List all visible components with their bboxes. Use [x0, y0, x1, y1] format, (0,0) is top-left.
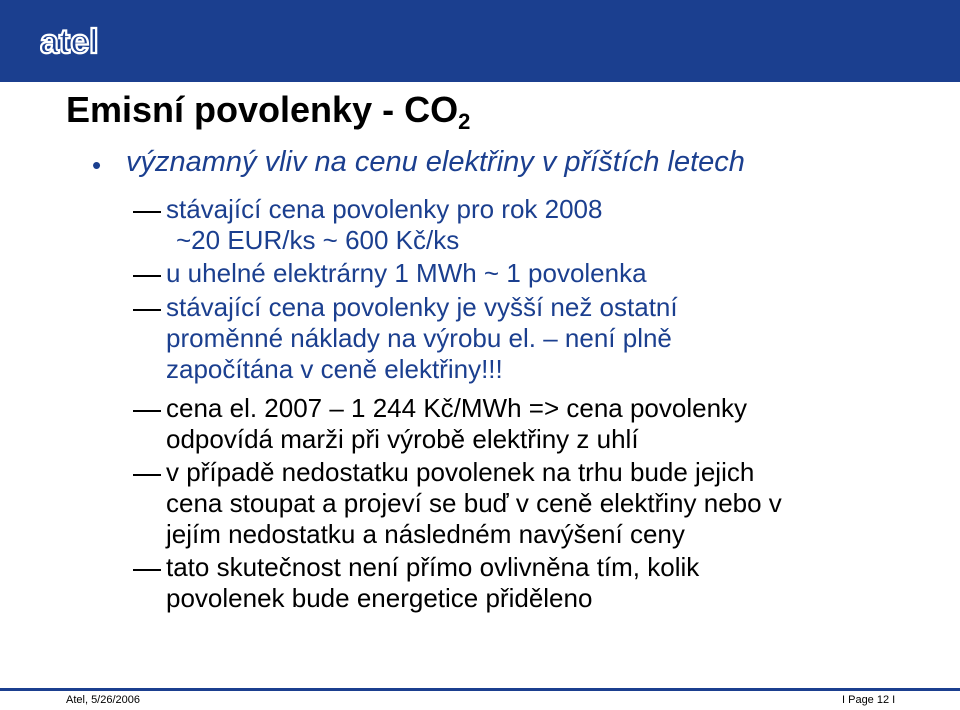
dash-bullet-icon: [133, 275, 161, 277]
svg-text:atel: atel: [40, 24, 99, 60]
footer: [0, 688, 960, 710]
bullet-item-line: stávající cena povolenky pro rok 2008: [166, 194, 603, 224]
bullet-dot-icon: •: [92, 150, 102, 180]
bullet-item-line: cena el. 2007 – 1 244 Kč/MWh => cena povolenky: [166, 393, 748, 423]
dash-bullet-icon: [133, 474, 161, 476]
header-bar: [0, 0, 960, 82]
bullet-item-line: proměnné náklady na výrobu el. – není plně: [166, 323, 672, 353]
title-text: Emisní povolenky - CO: [66, 89, 459, 130]
dash-bullet-icon: [133, 569, 161, 571]
footer-date: Atel, 5/26/2006: [66, 694, 141, 706]
bullet-item-line: cena stoupat a projeví se buď v ceně elektřiny nebo v: [166, 488, 782, 518]
bullet-item-line: povolenek bude energetice přiděleno: [166, 583, 593, 613]
title-subscript: 2: [458, 109, 471, 134]
bullet-item-line: tato skutečnost není přímo ovlivněna tím, kolik: [166, 552, 700, 582]
level1-bullet-text: významný vliv na cenu elektřiny v příštích letech: [126, 146, 745, 178]
dash-bullet-icon: [133, 309, 161, 311]
dash-bullet-icon: [133, 410, 161, 412]
bullet-item-line: v případě nedostatku povolenek na trhu bude jejich: [166, 457, 755, 487]
bullet-item-line: odpovídá marži při výrobě elektřiny z uhlí: [166, 424, 639, 454]
dash-bullet-icon: [133, 211, 161, 213]
bullet-item-line: ~20 EUR/ks ~ 600 Kč/ks: [176, 225, 460, 255]
slide-title: [66, 88, 470, 144]
bullet-item-line: stávající cena povolenky je vyšší než ostatní: [166, 292, 678, 322]
bullet-item-line: započítána v ceně elektřiny!!!: [166, 354, 503, 384]
bullet-item-line: jejím nedostatku a následném navýšení ceny: [166, 519, 685, 549]
bullet-item-line: u uhelné elektrárny 1 MWh ~ 1 povolenka: [166, 258, 647, 288]
footer-page-number: I Page 12 I: [842, 694, 896, 706]
atel-logo-icon: [40, 24, 124, 60]
footer-divider: [0, 688, 960, 691]
